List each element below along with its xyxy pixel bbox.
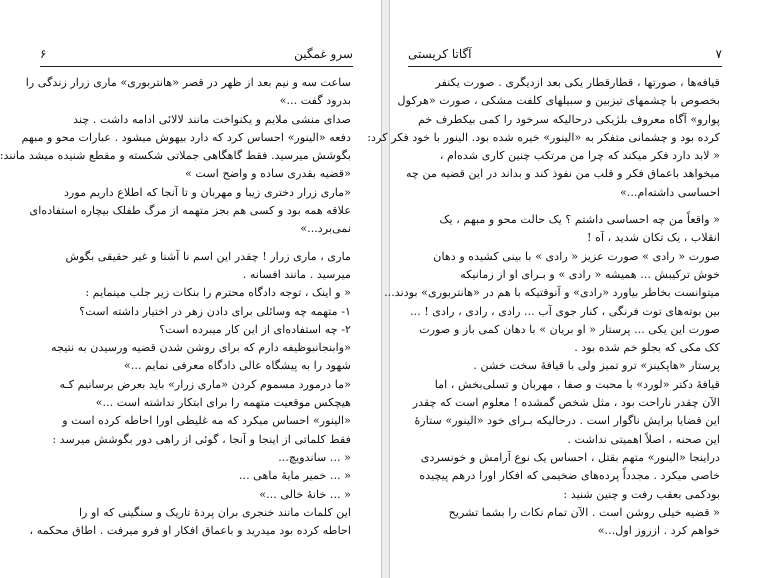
text-line: « واقعاً من چه احساسی داشتم ؟ یک حالت محو و مبهم ، یک — [439, 213, 720, 227]
text-line: بخصوص با چشمهای تیزبین و سبیلهای کلفت مشکی ، صورت «هرکول — [397, 94, 720, 108]
left-page-number: ۶ — [40, 47, 47, 61]
text-line: میرسید . مانند افسانه . — [242, 267, 351, 281]
text-line: پوارو» آگاه معروف بلژیکی درحالیکه سرخود را کمی بیکطرف خم — [417, 112, 720, 126]
text-line: این صحنه ، اصلاً اهمیتی نداشت . — [567, 432, 720, 446]
left-page-text — [0, 74, 351, 540]
text-line: «ما درمورد مسموم کردن «ماری زرار» باید بعرض برسانیم کـه — [59, 377, 351, 391]
text-line: صدای منشی ملایم و یکنواخت مانند لالائی ادامه داشت . چند — [73, 112, 351, 126]
text-line: خاصی میکرد . مجدداً پرده‌های ضخیمی که افکار اورا درهم پیچیده — [419, 469, 720, 483]
text-line: انقلاب ، یک تکان شدید ، آه ! — [587, 231, 720, 245]
text-line: میخواهد باعماق فکر و قلب من نفوذ کند و بداند در این قضیه من چه — [406, 167, 720, 181]
text-line: کرده بود و چشمانی متفکر به «الینور» خیره شده بود. الینور با خود فکر کرد: — [367, 130, 720, 144]
left-page-header — [40, 44, 353, 64]
left-page-title: سرو غمگین — [294, 47, 353, 61]
text-line: «ماری زرار دختری زیبا و مهربان و تا آنجا که اطلاع داریم مورد — [63, 185, 351, 199]
right-page-header — [408, 44, 722, 64]
text-line: کک مکی که بجلو خم شده بود . — [574, 341, 720, 355]
text-line: هیچکس موقعیت متهمه را برای ابتکار نداشته است ...» — [95, 396, 351, 410]
text-line: «وابنجانبوظیفه دارم که برای روشن شدن قضیه ورسیدن به نتیجه — [50, 341, 351, 355]
text-line: بودکمی بعقب رفت و چنین شنید : — [563, 487, 720, 501]
text-line: «قضیه بقدری ساده و واضح است » — [185, 167, 351, 181]
text-line: قیافهٔ دکتر «لورد» با محبت و صفا ، مهربان و تسلی‌بخش ، اما — [434, 377, 720, 391]
text-line: بدرود گفت ...» — [279, 94, 351, 108]
text-line: احساسی داشته‌ام...» — [619, 185, 720, 199]
right-header-rule — [408, 66, 722, 67]
left-header-rule — [40, 66, 353, 67]
text-line: قیافه‌ها ، صورتها ، قطارقطار یکی بعد ازدیگری . صورت یکنفر — [435, 76, 720, 89]
text-line: « و اینک ، توجه دادگاه محترم را بنکات زیر جلب مینمایم : — [85, 286, 351, 300]
text-line: خواهم کرد . ازروز اول...» — [597, 524, 720, 538]
text-line: نمی‌برد...» — [300, 222, 351, 236]
text-line: شهود را به پیشگاه عالی دادگاه معرفی نمایم ...» — [123, 359, 351, 373]
text-line: ساعت سه و نیم بعد از ظهر در قصر «هانتربوری» ماری زرار زندگی را — [25, 76, 351, 89]
text-line: این قضایا برایش ناگوار است . درحالیکه بـرای خود «الینور» ستارهٔ — [414, 414, 720, 428]
text-line: پرستار «هاپکینز» ترو تمیز ولی با قیافهٔ سخت خشن . — [473, 359, 720, 373]
right-page-text — [367, 74, 720, 540]
text-line: دراینجا «الینور» متهم بقتل ، احساس یک نوع آرامش و خونسردی — [420, 450, 720, 464]
text-line: دفعه «الینور» احساس کرد که دارد بیهوش میشود . عبارات محو و مبهم — [21, 130, 351, 144]
text-line: « ... خمیر مایهٔ ماهی ... — [238, 469, 351, 483]
text-line: ماری ، ماری زرار ! چقدر این اسم نا آشنا و غیر حقیقی بگوش — [65, 249, 351, 263]
paragraph-gap — [40, 239, 351, 248]
right-page-number: ۷ — [715, 47, 722, 61]
text-line: علاقه همه بود و کسی هم بجز متهمه از مرگ طفلک بیچاره استفاده‌ای — [29, 204, 351, 218]
text-line: «الینور» احساس میکرد که مه غلیظی اورا احاطه کرده است و — [62, 414, 351, 428]
left-page — [0, 0, 382, 578]
text-line: ۱- متهمه چه وسائلی برای دادن زهر در اختیار داشته است؟ — [79, 304, 351, 318]
text-line: میتوانست بخاطر بیاورد «رادی» و آنوقتیکه با هم در «هانتربوری» بودند... — [384, 286, 720, 300]
text-line: « قضیه خیلی روشن است . الآن تمام نکات را بشما تشریح — [448, 505, 720, 519]
text-line: « ... خانهٔ خالی ...» — [259, 487, 351, 501]
text-line: این کلمات مانند خنجری بران پردهٔ تاریک و سنگینی که او را — [78, 505, 351, 519]
text-line: الآن چقدر ناراحت بود ، مثل شخص گمشده ! معلوم است که چقدر — [412, 396, 720, 410]
text-line: صورت این یکی ... پرستار « او بریان » با دهان کمی باز و صورت — [419, 322, 720, 336]
text-line: « لابد دارد فکر میکند که چرا من مرتکب چنین کاری شده‌ام ، — [439, 149, 720, 163]
text-line: صورت « رادی » صورت عزیز « رادی » با بینی کشیده و دهان — [433, 249, 720, 263]
text-line: فقط کلماتی از اینجا و آنجا ، گوئی از راهی دور بگوشش میرسد : — [52, 432, 351, 446]
text-line: احاطه کرده بود میدرید و باعماق افکار او فرو میرفت . اطاق محکمه ، — [29, 524, 351, 538]
paragraph-gap — [410, 202, 720, 211]
text-line: بگوشش میرسید. فقط گاهگاهی جملاتی شکسته و مقطع شنیده میشد مانند: — [0, 149, 351, 163]
text-line: خوش ترکیبش ... همیشه « رادی » و بـرای او از زمانیکه — [460, 267, 720, 281]
text-line: ۲- چه استفاده‌ای از این کار میبرده است؟ — [159, 322, 351, 336]
text-line: « ... ساندویچ... — [278, 450, 351, 464]
right-page-title: آگاتا کریستی — [408, 47, 472, 61]
right-page — [367, 0, 768, 578]
text-line: بین بوته‌های توت فرنگی ، کنار جوی آب ... رادی ، رادی ، رادی ! ... — [410, 304, 720, 318]
